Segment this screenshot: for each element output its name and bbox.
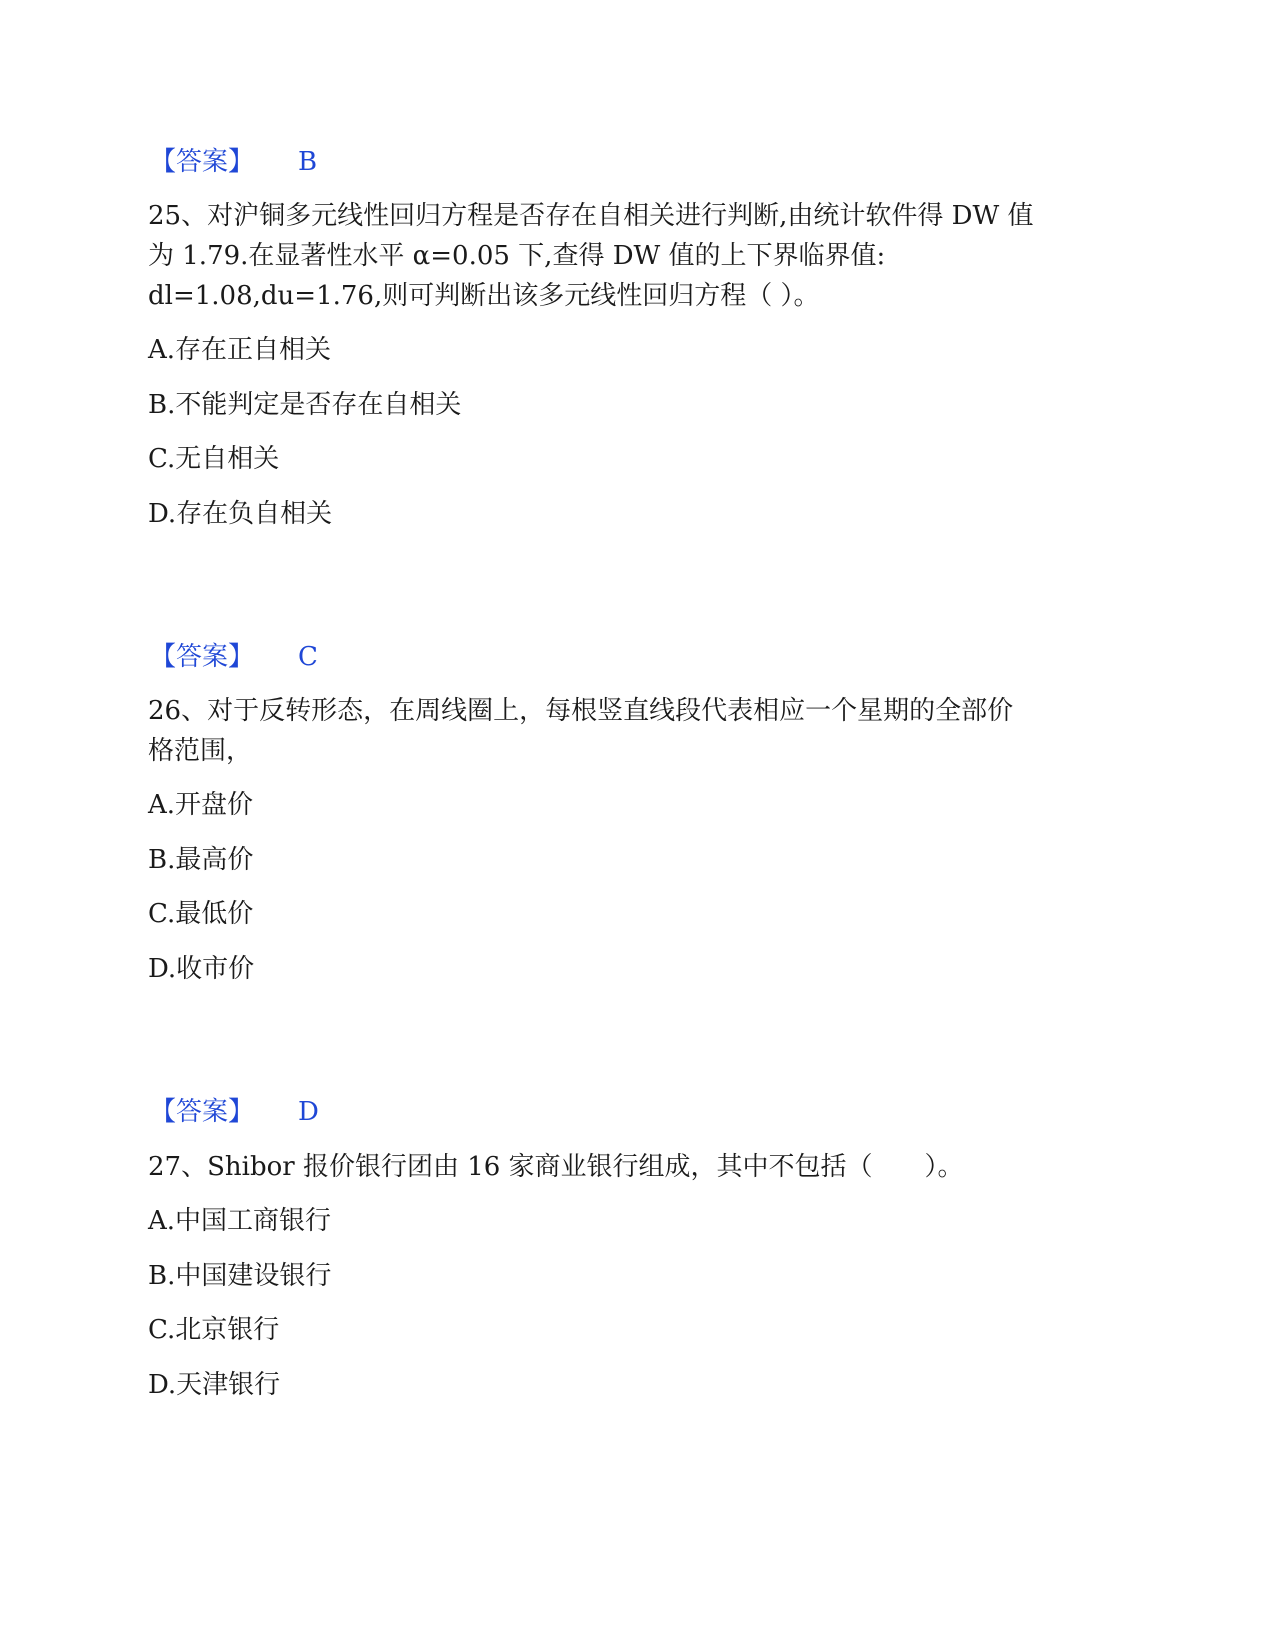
- option-c: C.无自相关: [148, 444, 280, 474]
- option-d: D.收市价: [148, 954, 255, 984]
- option-d: D.存在负自相关: [148, 499, 333, 529]
- question-stem-line: dl=1.08,du=1.76,则可判断出该多元线性回归方程（ ）。: [148, 281, 820, 311]
- option-b: B.不能判定是否存在自相关: [148, 390, 462, 420]
- option-c: C.最低价: [148, 899, 254, 929]
- option-b: B.最高价: [148, 845, 254, 875]
- answer-label: 【答案】: [150, 147, 255, 177]
- option-b: B.中国建设银行: [148, 1261, 332, 1291]
- answer-label: 【答案】: [150, 642, 255, 672]
- option-d: D.天津银行: [148, 1370, 281, 1400]
- answer-value: D: [298, 1097, 319, 1127]
- question-stem-line: 25、对沪铜多元线性回归方程是否存在自相关进行判断,由统计软件得 DW 值: [148, 201, 1034, 231]
- question-stem-line: 27、Shibor 报价银行团由 16 家商业银行组成，其中不包括（ ）。: [148, 1152, 964, 1182]
- question-stem-line: 为 1.79.在显著性水平 α=0.05 下,查得 DW 值的上下界临界值:: [148, 241, 886, 271]
- answer-row: [150, 637, 318, 677]
- answer-label: 【答案】: [150, 1097, 255, 1127]
- option-a: A.中国工商银行: [148, 1206, 332, 1236]
- question-stem-line: 26、对于反转形态，在周线圈上，每根竖直线段代表相应一个星期的全部价: [148, 696, 1014, 726]
- question-stem-line: 格范围，: [148, 736, 253, 766]
- answer-row: [150, 142, 317, 182]
- answer-row: [150, 1092, 319, 1132]
- answer-value: B: [298, 147, 318, 177]
- answer-value: C: [298, 642, 318, 672]
- option-a: A.开盘价: [148, 790, 254, 820]
- option-c: C.北京银行: [148, 1315, 280, 1345]
- option-a: A.存在正自相关: [148, 335, 332, 365]
